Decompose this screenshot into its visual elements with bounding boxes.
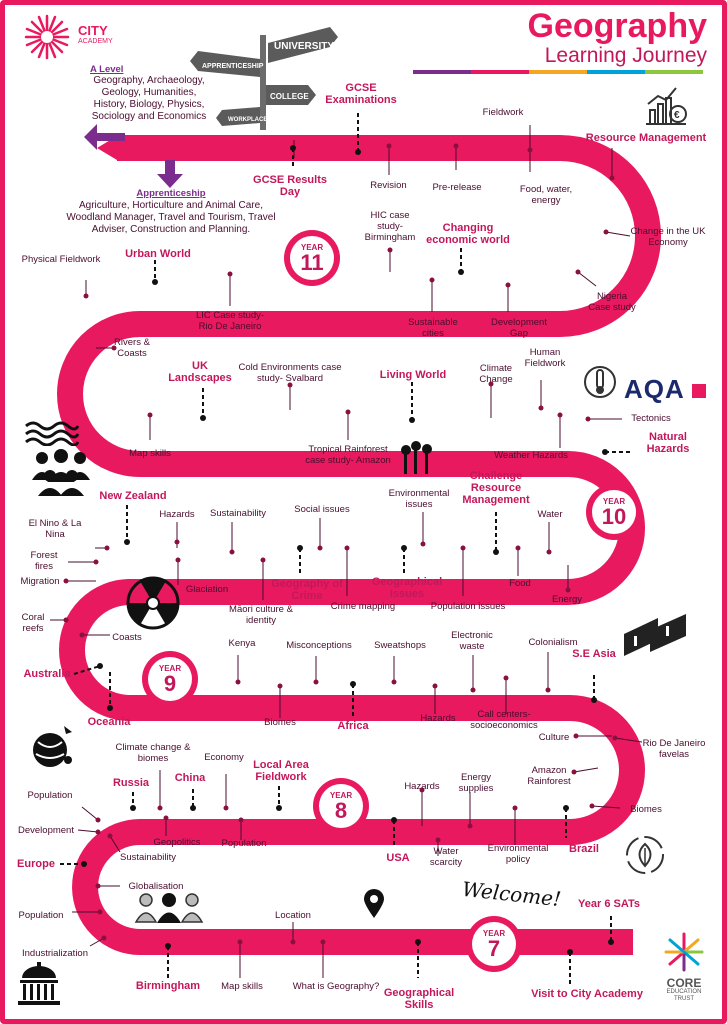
a-level-text: Geography, Archaeology, Geology, Humanities, History, Biology, Physics, Sociology and Economics bbox=[91, 75, 207, 122]
a-level-heading: A Level bbox=[90, 64, 124, 75]
uk-landscapes: UK Landscapes bbox=[168, 360, 232, 384]
africa: Africa bbox=[337, 720, 369, 732]
bar-chart-icon bbox=[644, 86, 688, 126]
population-left: Population bbox=[27, 790, 73, 801]
birmingham: Birmingham bbox=[135, 980, 201, 992]
aqa-text: AQA bbox=[624, 374, 685, 404]
recycle-leaf-icon bbox=[622, 832, 668, 878]
energy-supplies: Energy supplies bbox=[458, 772, 494, 794]
location-pin-icon bbox=[362, 888, 386, 920]
electronic-waste: Electronic waste bbox=[451, 630, 493, 652]
population-issues: Population issues bbox=[430, 601, 506, 612]
nigeria-case: Nigeria Case study bbox=[588, 291, 636, 313]
visit-city-academy: Visit to City Academy bbox=[531, 988, 643, 1000]
migration: Migration bbox=[20, 576, 60, 587]
geopolitics: Geopolitics bbox=[153, 837, 201, 848]
kenya: Kenya bbox=[228, 638, 256, 649]
economy: Economy bbox=[204, 752, 244, 763]
food-water-energy: Food, water, energy bbox=[519, 184, 573, 206]
year-9-badge bbox=[142, 651, 198, 707]
sustainability-y8: Sustainability bbox=[120, 852, 176, 863]
climate-change: Climate Change bbox=[479, 363, 513, 385]
core-title: CORE bbox=[666, 976, 702, 990]
sweatshops: Sweatshops bbox=[374, 640, 426, 651]
logo-name: CITY bbox=[78, 23, 108, 38]
russia: Russia bbox=[112, 777, 150, 789]
development-gap: Development Gap bbox=[491, 317, 547, 339]
svg-text:€: € bbox=[674, 110, 680, 121]
core-sub2: TRUST bbox=[674, 996, 694, 1002]
changing-economic-world: Changing economic world bbox=[426, 222, 510, 246]
local-area-fieldwork: Local Area Fieldwork bbox=[253, 759, 309, 783]
core-burst-icon bbox=[662, 932, 706, 972]
hazards-y10: Hazards bbox=[159, 509, 195, 520]
water: Water bbox=[537, 509, 563, 520]
city-academy-logo bbox=[20, 12, 130, 62]
glaciation: Glaciation bbox=[185, 584, 229, 595]
year-11-badge bbox=[284, 230, 340, 286]
social-issues: Social issues bbox=[294, 504, 350, 515]
aqa-logo bbox=[624, 374, 714, 402]
coasts: Coasts bbox=[112, 632, 142, 643]
year-label: YEAR bbox=[158, 663, 182, 673]
year-label: YEAR bbox=[602, 496, 626, 506]
misconceptions: Misconceptions bbox=[286, 640, 352, 651]
living-world: Living World bbox=[379, 369, 447, 381]
apprenticeship-text: Agriculture, Horticulture and Animal Care, Woodland Manager, Travel and Tourism, Travel Adviser, Construction and Planning. bbox=[66, 200, 276, 235]
oceania: Oceania bbox=[87, 716, 131, 728]
year6-sats: Year 6 SATs bbox=[578, 898, 640, 910]
logo-sub: ACADEMY bbox=[78, 38, 113, 45]
sign-workplace: WORKPLACE bbox=[228, 117, 268, 123]
rio-favelas: Rio De Janeiro favelas bbox=[642, 738, 706, 760]
geographical-issues: Geographical Issues bbox=[371, 576, 443, 600]
year-number: 9 bbox=[163, 670, 177, 696]
human-fieldwork: Human Fieldwork bbox=[524, 347, 566, 369]
physical-fieldwork: Physical Fieldwork bbox=[21, 254, 101, 265]
year-10-badge bbox=[586, 484, 642, 540]
location: Location bbox=[275, 910, 311, 921]
culture: Culture bbox=[538, 732, 570, 743]
amazon-rainforest: Amazon Rainforest bbox=[527, 765, 571, 787]
resource-management: Resource Management bbox=[585, 132, 707, 144]
year-number: 8 bbox=[334, 797, 348, 823]
thermometer-globe-icon bbox=[582, 364, 618, 400]
page-title-block bbox=[528, 8, 707, 68]
hic-case: HIC case study- Birmingham bbox=[364, 210, 416, 243]
natural-hazards: Natural Hazards bbox=[646, 431, 690, 455]
rainbow-bar bbox=[413, 70, 703, 74]
biomes-y8: Biomes bbox=[630, 804, 662, 815]
el-nino: El Nino & La Nina bbox=[28, 518, 82, 540]
welcome-text: Welcome! bbox=[461, 876, 563, 912]
sustainability-y10: Sustainability bbox=[210, 508, 266, 519]
population-y7: Population bbox=[18, 910, 64, 921]
colonialism: Colonialism bbox=[528, 637, 578, 648]
year-number: 10 bbox=[601, 503, 627, 529]
radiation-icon bbox=[126, 576, 180, 630]
maori: Māori culture & identity bbox=[229, 604, 293, 626]
cold-environments: Cold Environments case study- Svalbard bbox=[238, 362, 342, 384]
year-number: 11 bbox=[300, 249, 324, 275]
environmental-policy: Environmental policy bbox=[487, 843, 549, 865]
water-scarcity: Water scarcity bbox=[429, 846, 463, 868]
page-subtitle: Learning Journey bbox=[544, 44, 707, 67]
geographical-skills: Geographical Skills bbox=[383, 987, 455, 1011]
food: Food bbox=[509, 578, 531, 589]
year-8-badge bbox=[313, 778, 369, 834]
year-label: YEAR bbox=[329, 790, 353, 800]
year-number: 7 bbox=[487, 935, 501, 961]
city-hall-icon bbox=[16, 962, 62, 1008]
year-7-badge bbox=[466, 916, 522, 972]
australia: Australia bbox=[23, 668, 71, 680]
page-title: Geography bbox=[527, 7, 707, 45]
europe: Europe bbox=[17, 858, 55, 870]
fieldwork: Fieldwork bbox=[482, 107, 524, 118]
biomes-y9: Biomes bbox=[264, 717, 296, 728]
sign-college: COLLEGE bbox=[270, 92, 309, 101]
gcse-results: GCSE Results Day bbox=[253, 174, 327, 198]
pre-release: Pre-release bbox=[432, 182, 482, 193]
tropical-rainforest: Tropical Rainforest case study- Amazon bbox=[305, 444, 391, 466]
development: Development bbox=[18, 825, 74, 836]
challenge-resource: Challenge Resource Management bbox=[462, 470, 530, 506]
apprenticeship-heading: Apprenticeship bbox=[136, 188, 206, 199]
weather-hazards: Weather Hazards bbox=[494, 450, 568, 461]
map-skills-y10: Map skills bbox=[129, 448, 171, 459]
aqa-flag-icon bbox=[692, 384, 706, 398]
what-is-geography: What is Geography? bbox=[292, 981, 380, 992]
lic-case: LIC Case study- Rio De Janeiro bbox=[195, 310, 265, 332]
change-uk-economy: Change in the UK Economy bbox=[630, 226, 706, 248]
core-logo bbox=[656, 932, 712, 1008]
gcse-examinations: GCSE Examinations bbox=[325, 82, 397, 106]
brazil: Brazil bbox=[569, 843, 599, 855]
geography-of-crime: Geography of Crime bbox=[271, 578, 343, 602]
forest-icon bbox=[400, 440, 436, 474]
hazards-y8: Hazards bbox=[404, 781, 440, 792]
starburst-icon bbox=[20, 12, 74, 62]
forest-fires: Forest fires bbox=[30, 550, 58, 572]
call-centers: Call centers- socioeconomics bbox=[470, 709, 538, 731]
tectonics: Tectonics bbox=[631, 413, 671, 424]
rivers-coasts: Rivers & Coasts bbox=[114, 337, 150, 359]
usa: USA bbox=[386, 852, 410, 864]
environmental-issues: Environmental issues bbox=[388, 488, 450, 510]
waves-icon bbox=[24, 420, 80, 446]
sign-university: UNIVERSITY bbox=[274, 41, 335, 52]
urban-world: Urban World bbox=[125, 248, 191, 260]
sustainable-cities: Sustainable cities bbox=[408, 317, 458, 339]
people-group-icon bbox=[134, 892, 206, 924]
hazards-y9: Hazards bbox=[420, 713, 456, 724]
energy: Energy bbox=[551, 594, 583, 605]
trade-arrows-icon bbox=[620, 610, 690, 664]
population-y8: Population bbox=[221, 838, 267, 849]
globalisation: Globalisation bbox=[128, 881, 184, 892]
core-sub1: EDUCATION bbox=[666, 989, 702, 995]
china: China bbox=[174, 772, 206, 784]
se-asia: S.E Asia bbox=[572, 648, 616, 660]
crime-mapping: Crime mapping bbox=[330, 601, 396, 612]
revision: Revision bbox=[370, 180, 407, 191]
year-label: YEAR bbox=[300, 242, 324, 252]
coral-reefs: Coral reefs bbox=[21, 612, 45, 634]
year-label: YEAR bbox=[482, 928, 506, 938]
globe-plane-icon bbox=[28, 722, 76, 770]
industrialization: Industrialization bbox=[21, 948, 88, 959]
crowd-icon bbox=[28, 448, 94, 496]
sign-apprenticeship: APPRENTICESHIP bbox=[202, 63, 264, 70]
climate-biomes: Climate change & biomes bbox=[115, 742, 191, 764]
new-zealand: New Zealand bbox=[99, 490, 167, 502]
map-skills-y7: Map skills bbox=[221, 981, 263, 992]
